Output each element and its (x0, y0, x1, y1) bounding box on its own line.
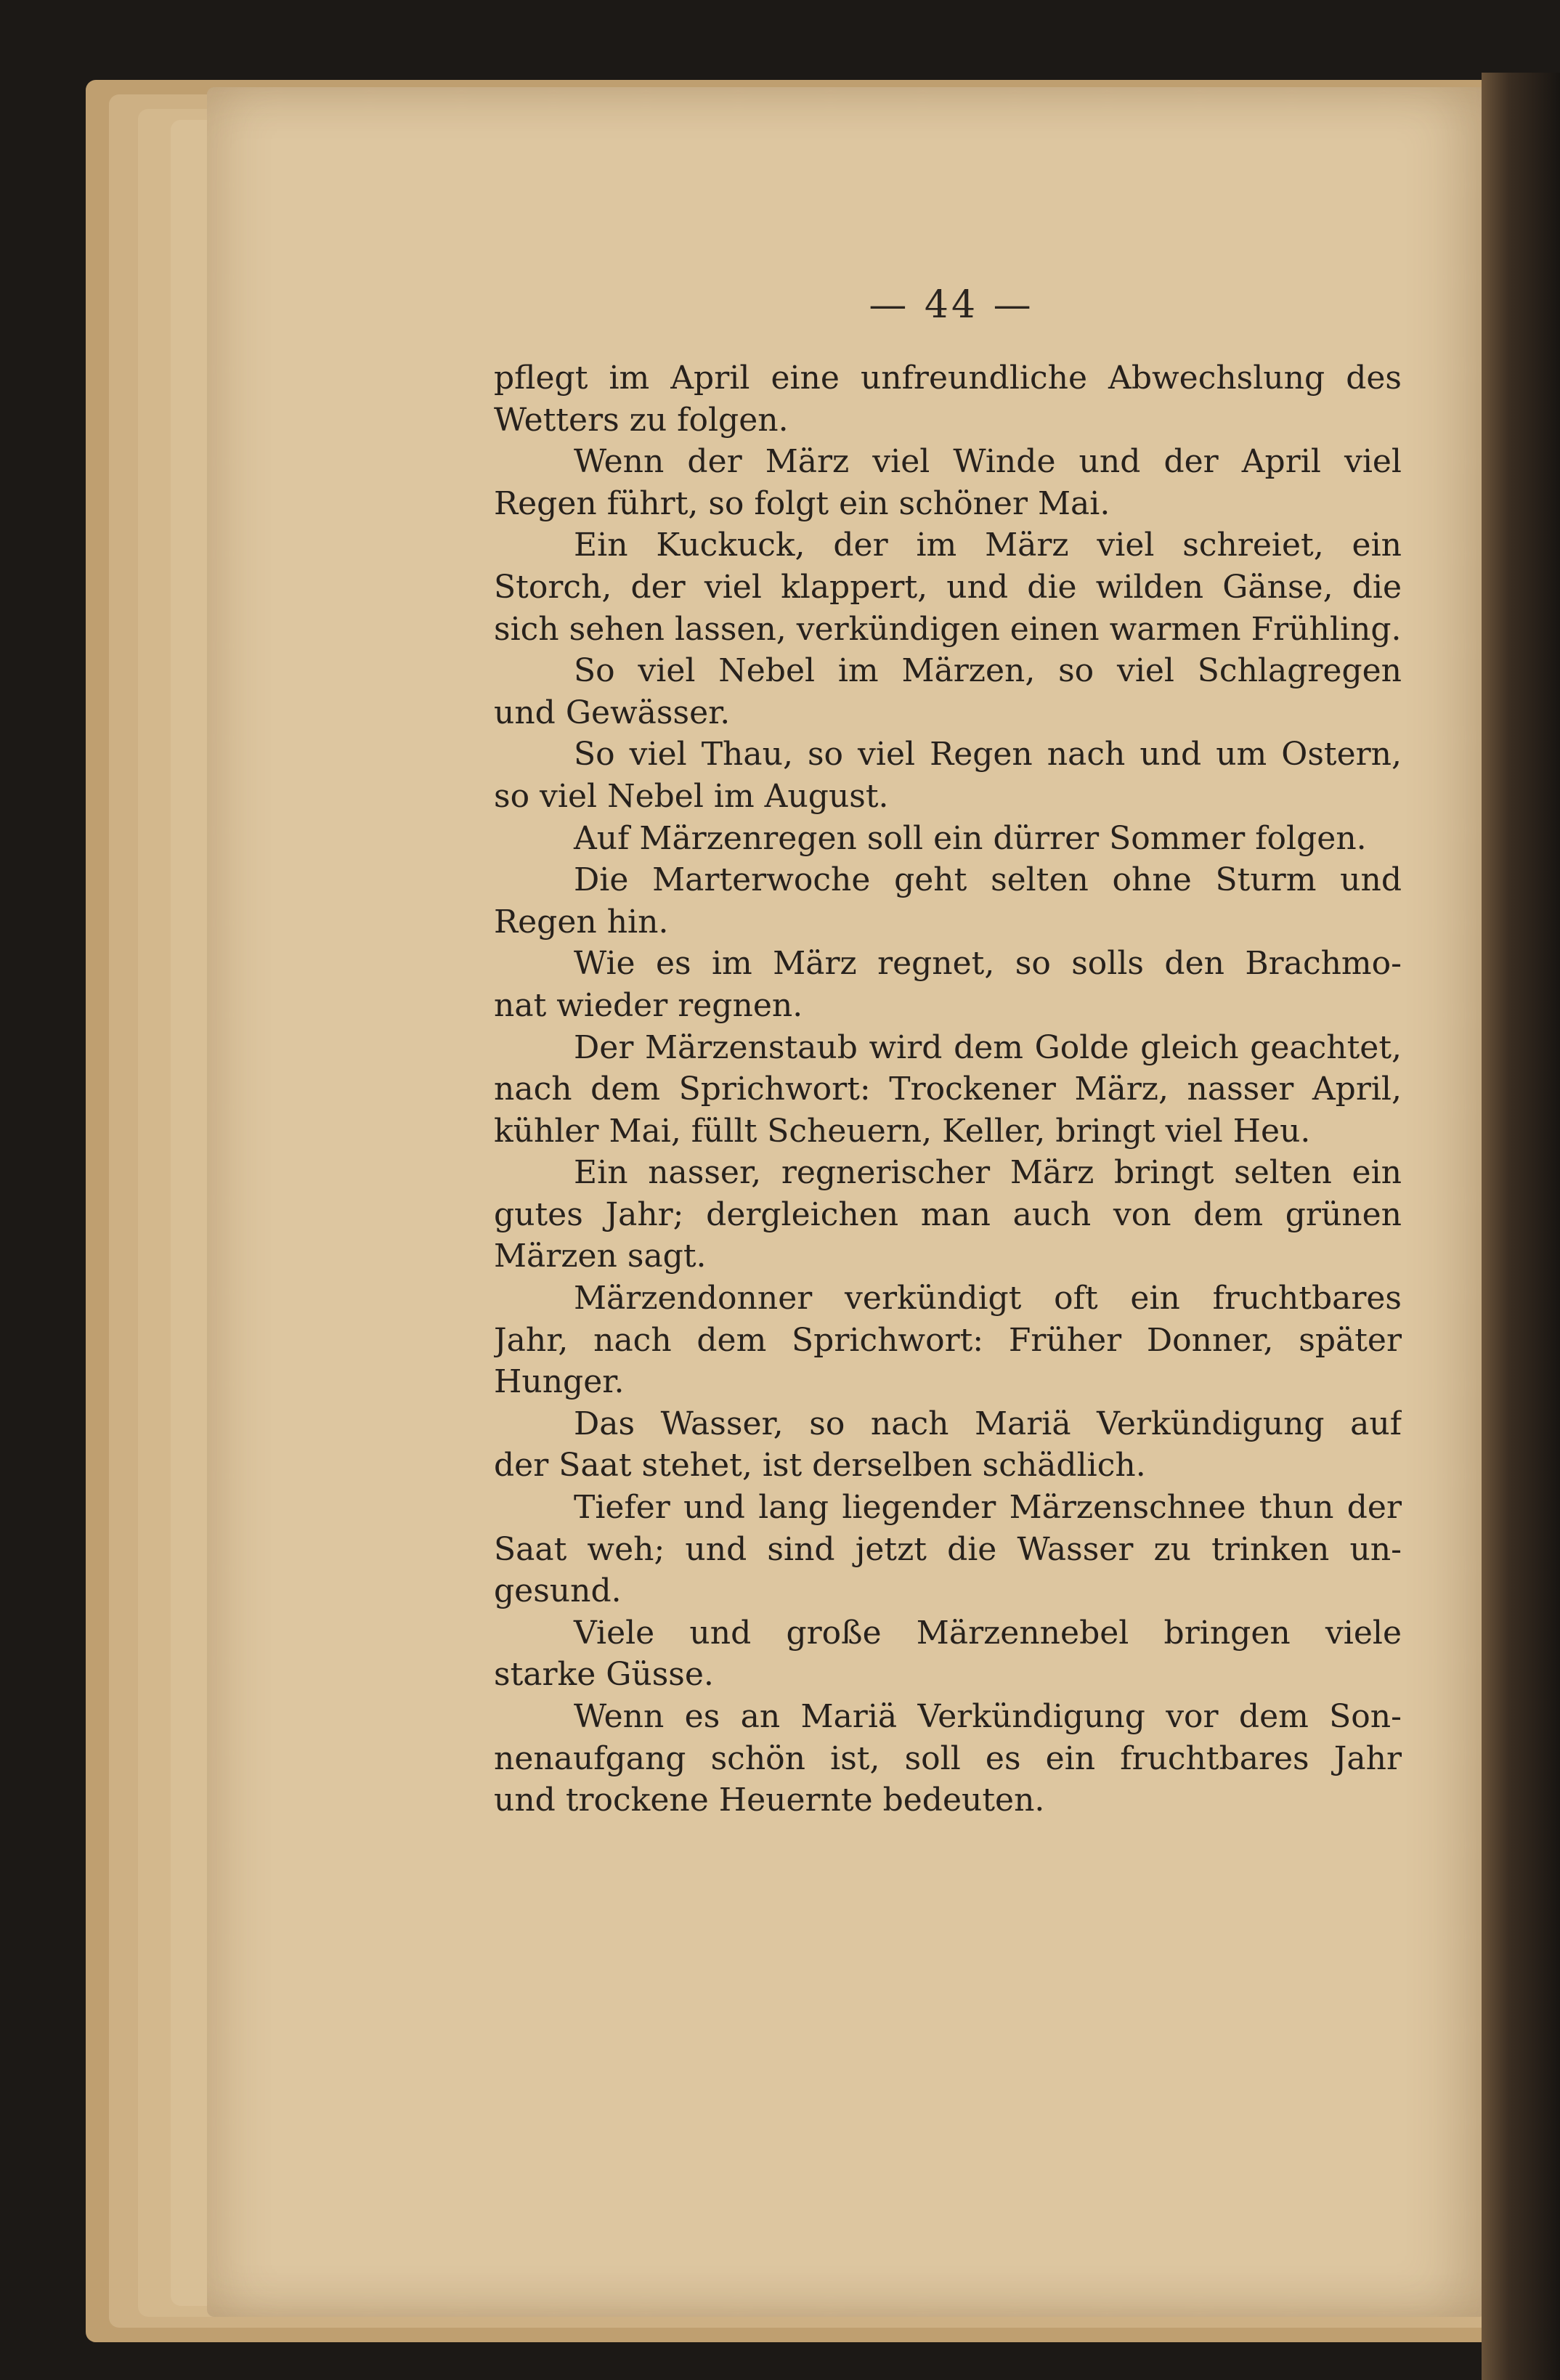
text-line: Ein Kuckuck, der im März viel schreiet, ein (574, 527, 1402, 564)
text-line: Ein nasser, regnerischer März bringt selten ein (574, 1154, 1402, 1192)
text-line: Auf Märzenregen soll ein dürrer Sommer folgen. (574, 819, 1367, 857)
text-line: Storch, der viel klappert, und die wilden Gänse, die (494, 568, 1402, 606)
text-line: Das Wasser, so nach Mariä Verkündigung auf (574, 1405, 1402, 1442)
text-line: Der Märzenstaub wird dem Golde gleich geachtet, (574, 1028, 1402, 1066)
text-line: nach dem Sprichwort: Trockener März, nasser April, (494, 1071, 1402, 1108)
body-text (494, 357, 1402, 1821)
text-line: Wie es im März regnet, so solls den Brachmo- (574, 945, 1402, 983)
text-line: Wenn der März viel Winde und der April viel (574, 443, 1402, 481)
text-line: Regen führt, so folgt ein schöner Mai. (494, 484, 1110, 522)
text-line: Regen hin. (494, 903, 669, 941)
text-line: kühler Mai, füllt Scheuern, Keller, bringt viel Heu. (494, 1112, 1311, 1150)
text-line: Saat weh; und sind jetzt die Wasser zu trinken un- (494, 1530, 1402, 1568)
text-line: nat wieder regnen. (494, 986, 803, 1024)
text-line: und Gewässer. (494, 694, 731, 731)
text-line: Märzen sagt. (494, 1238, 707, 1275)
text-line: Jahr, nach dem Sprichwort: Früher Donner, später (494, 1321, 1402, 1359)
text-line: Märzendonner verkündigt oft ein fruchtbares (574, 1280, 1402, 1317)
text-line: gesund. (494, 1572, 622, 1610)
text-line: nenaufgang schön ist, soll es ein fruchtbares Jahr (494, 1739, 1402, 1777)
text-line: Viele und große Märzennebel bringen viele (574, 1614, 1402, 1652)
text-line: So viel Nebel im Märzen, so viel Schlagregen (574, 652, 1402, 690)
text-line: Hunger. (494, 1363, 625, 1401)
book-gutter (1482, 73, 1560, 2380)
page-number: — 44 — (869, 283, 1034, 327)
text-line: der Saat stehet, ist derselben schädlich. (494, 1447, 1146, 1485)
text-line: Die Marterwoche geht selten ohne Sturm und (574, 861, 1402, 899)
text-line: sich sehen lassen, verkündigen einen warmen Frühling. (494, 610, 1402, 648)
text-line: pflegt im April eine unfreundliche Abwechslung des (494, 360, 1402, 397)
text-line: Tiefer und lang liegender Märzenschnee thun der (574, 1489, 1402, 1527)
text-line: gutes Jahr; dergleichen man auch von dem grünen (494, 1195, 1402, 1233)
text-line: Wetters zu folgen. (494, 401, 789, 439)
text-line: starke Güsse. (494, 1656, 714, 1694)
text-line: und trockene Heuernte bedeuten. (494, 1782, 1045, 1819)
text-line: Wenn es an Mariä Verkündigung vor dem Son- (574, 1698, 1402, 1735)
text-line: So viel Thau, so viel Regen nach und um Ostern, (574, 736, 1402, 773)
text-line: so viel Nebel im August. (494, 777, 889, 815)
